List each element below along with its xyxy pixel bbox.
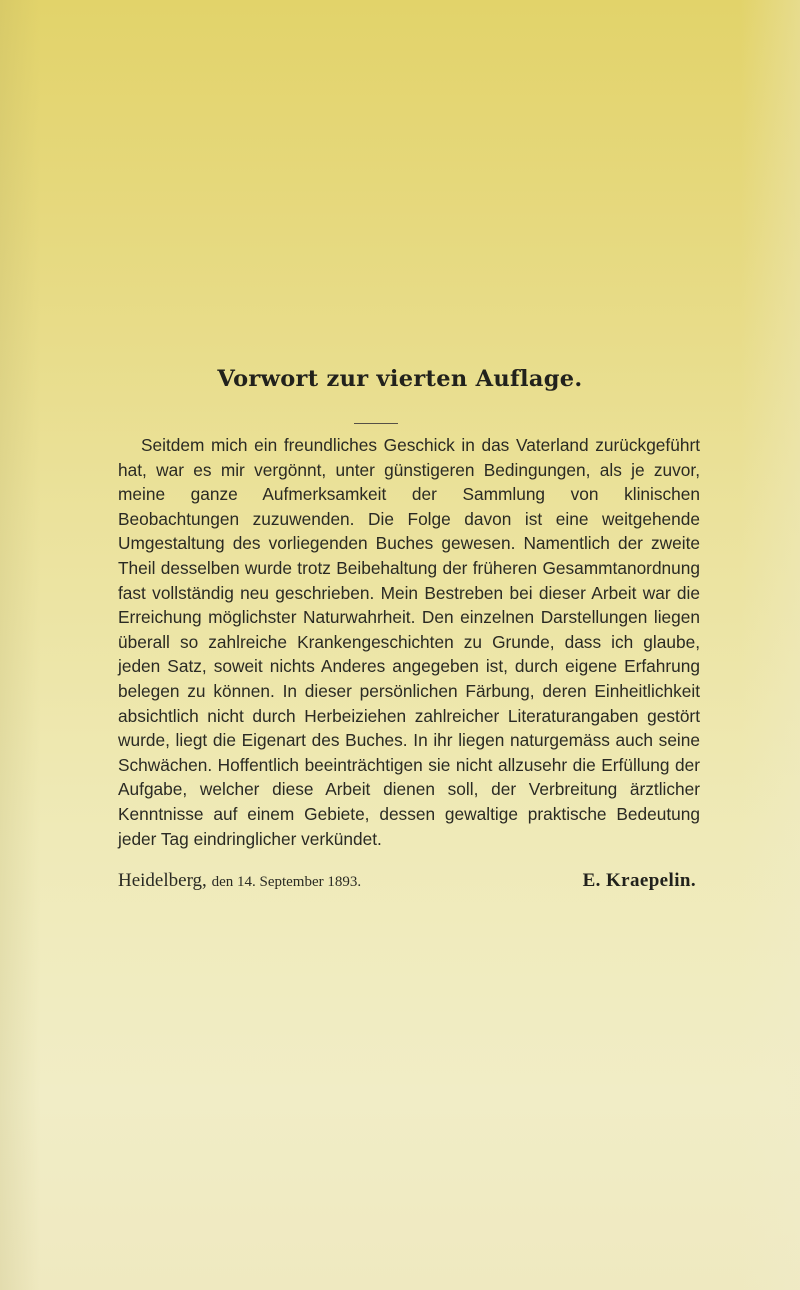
signature-author: E. Kraepelin. <box>582 870 696 891</box>
page-shadow <box>0 0 40 1290</box>
page-edge <box>740 0 800 1290</box>
signature-date: den 14. September 1893. <box>211 874 362 890</box>
page-title: Vorwort zur vierten Auflage. <box>217 366 583 392</box>
preface-paragraph: Seitdem mich ein freundliches Geschick in das Vaterland zurückgeführt hat, war es mir vergönnt, unter günstigeren Bedingungen, als je zuvor, meine ganze Aufmerksamkeit der Sammlung von klinischen Beobachtungen zuzuwenden. Die Folge davon ist eine weitgehende Umgestaltung des vorliegenden Buches gewesen. Namentlich der zweite Theil desselben wurde trotz Beibehaltung der früheren Gesammtanordnung fast vollständig neu geschrieben. Mein Bestreben bei dieser Arbeit war die Erreichung möglichster Naturwahrheit. Den einzelnen Darstellungen liegen überall so zahlreiche Krankengeschichten zu Grunde, dass ich glaube, jeden Satz, soweit nichts Anderes angegeben ist, durch eigene Erfahrung belegen zu können. In dieser persönlichen Färbung, deren Einheitlichkeit absichtlich nicht durch Herbeiziehen zahlreicher Literaturangaben gestört wurde, liegt die Eigenart des Buches. In ihr liegen naturgemäss auch seine Schwächen. Hoffentlich beeinträchtigen sie nicht allzusehr die Erfüllung der Aufgabe, welcher diese Arbeit dienen soll, der Verbreitung ärztlicher Kenntnisse auf einem Gebiete, dessen gewaltige praktische Bedeutung jeder Tag eindringlicher verkündet. <box>118 435 700 849</box>
signature-place-date <box>118 870 361 892</box>
title-divider <box>354 423 398 424</box>
signature-line <box>118 870 700 896</box>
signature-place: Heidelberg, <box>118 870 207 891</box>
